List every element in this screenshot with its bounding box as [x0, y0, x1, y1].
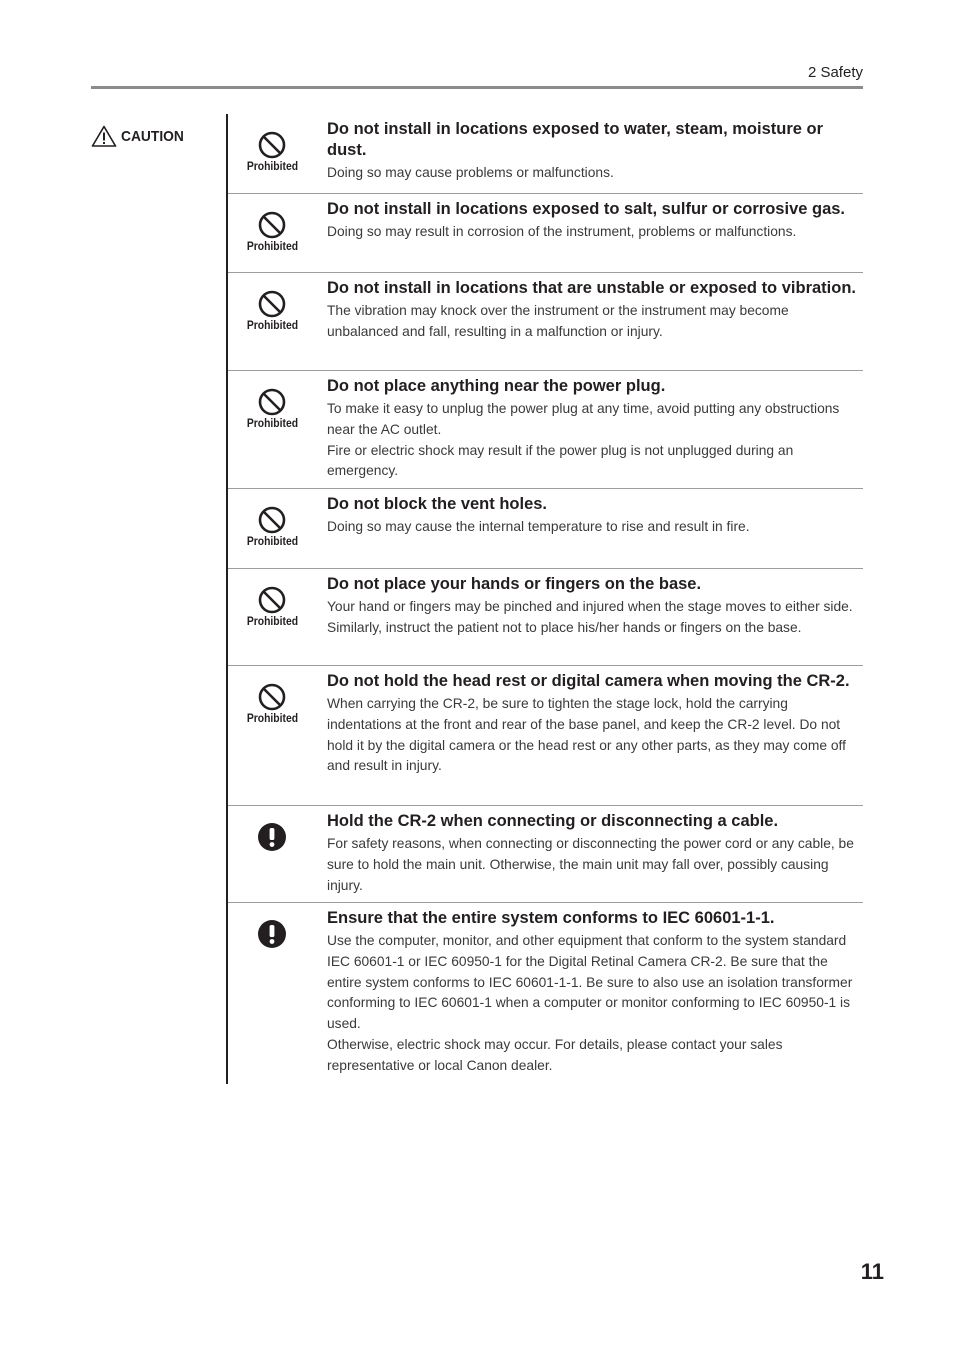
- icon-column: [228, 903, 316, 1084]
- icon-column: [228, 489, 316, 568]
- prohibited-label: Prohibited: [246, 616, 298, 628]
- item-description: [327, 399, 857, 482]
- item-title: Do not install in locations that are unstable or exposed to vibration.: [327, 279, 856, 297]
- prohibited-icon: [258, 683, 286, 711]
- item-title: Do not place your hands or fingers on the base.: [327, 575, 702, 593]
- prohibited-label: Prohibited: [246, 161, 298, 173]
- safety-items-list: [228, 114, 863, 1084]
- desc-paragraph: Fire or electric shock may result if the power plug is not unplugged during an emergency.: [327, 442, 794, 479]
- desc-paragraph: Use the computer, monitor, and other equipment that conform to the system standard IEC 60601-1 or IEC 60950-1 for the Digital Retinal Camera CR-2. Be sure that the entire system conforms to IEC 60601-1-1. Be sure to also use an isolation transformer conforming to IEC 60601-1 when a computer or monitor conforming to IEC 60950-1 is used.: [327, 933, 853, 1032]
- safety-item: [228, 903, 863, 1084]
- mandatory-icon: [258, 823, 286, 851]
- header-rule: [91, 86, 863, 89]
- warning-triangle-icon: [91, 125, 117, 147]
- prohibited-icon: [258, 131, 286, 159]
- desc-paragraph: Your hand or fingers may be pinched and injured when the stage moves to either side.: [327, 599, 853, 614]
- prohibited-label: Prohibited: [246, 536, 298, 548]
- desc-paragraph: Doing so may cause the internal temperature to rise and result in fire.: [327, 519, 750, 534]
- desc-paragraph: To make it easy to unplug the power plug at any time, avoid putting any obstructions near the AC outlet.: [327, 401, 840, 437]
- item-description: [327, 222, 857, 243]
- item-description: [327, 931, 857, 1077]
- prohibited-icon: [258, 586, 286, 614]
- mandatory-icon: [258, 920, 286, 948]
- prohibited-label: Prohibited: [246, 320, 298, 332]
- desc-paragraph: Doing so may cause problems or malfunctions.: [327, 165, 614, 180]
- item-title: Do not place anything near the power plug.: [327, 377, 666, 395]
- item-title: Ensure that the entire system conforms to IEC 60601-1-1.: [327, 909, 775, 927]
- item-title: Do not install in locations exposed to water, steam, moisture or dust.: [327, 120, 824, 159]
- icon-column: [228, 666, 316, 805]
- safety-item: [228, 489, 863, 569]
- prohibited-icon: [258, 506, 286, 534]
- icon-column: [228, 194, 316, 272]
- item-title: Do not block the vent holes.: [327, 495, 548, 513]
- desc-paragraph: Doing so may result in corrosion of the instrument, problems or malfunctions.: [327, 224, 797, 239]
- item-description: [327, 301, 857, 343]
- icon-column: [228, 273, 316, 370]
- item-description: [327, 163, 857, 184]
- prohibited-icon: [258, 388, 286, 416]
- prohibited-icon: [258, 211, 286, 239]
- item-title: Do not hold the head rest or digital camera when moving the CR-2.: [327, 672, 850, 690]
- prohibited-icon: [258, 290, 286, 318]
- item-description: [327, 517, 857, 538]
- page-number: 11: [860, 1259, 884, 1284]
- item-description: [327, 834, 857, 896]
- prohibited-label: Prohibited: [246, 713, 298, 725]
- icon-column: [228, 114, 316, 193]
- caution-label: CAUTION: [121, 127, 184, 145]
- prohibited-label: Prohibited: [246, 418, 298, 430]
- safety-item: [228, 114, 863, 194]
- desc-paragraph: Otherwise, electric shock may occur. For details, please contact your sales representative or local Canon dealer.: [327, 1036, 783, 1073]
- item-description: [327, 597, 857, 639]
- safety-item: [228, 194, 863, 273]
- safety-item: [228, 569, 863, 666]
- safety-item: [228, 371, 863, 489]
- icon-column: [228, 569, 316, 665]
- prohibited-label: Prohibited: [246, 241, 298, 253]
- item-title: Do not install in locations exposed to salt, sulfur or corrosive gas.: [327, 200, 846, 218]
- section-header: 2 Safety: [807, 64, 863, 81]
- safety-item: [228, 666, 863, 806]
- desc-paragraph: When carrying the CR-2, be sure to tighten the stage lock, hold the carrying indentations at the front and rear of the base panel, and keep the CR-2 level. Do not hold it by the digital camera or the head rest or any other parts, as they may come off and result in injury.: [327, 696, 846, 774]
- item-title: Hold the CR-2 when connecting or disconnecting a cable.: [327, 812, 779, 830]
- icon-column: [228, 371, 316, 488]
- caution-heading: [91, 125, 189, 147]
- safety-item: [228, 806, 863, 903]
- desc-paragraph: Similarly, instruct the patient not to place his/her hands or fingers on the base.: [327, 619, 802, 635]
- safety-item: [228, 273, 863, 371]
- icon-column: [228, 806, 316, 902]
- desc-paragraph: For safety reasons, when connecting or disconnecting the power cord or any cable, be sure to hold the main unit. Otherwise, the main unit may fall over, possibly causing injury.: [327, 836, 854, 893]
- item-description: [327, 694, 857, 777]
- desc-paragraph: The vibration may knock over the instrument or the instrument may become unbalanced and fall, resulting in a malfunction or injury.: [327, 303, 789, 339]
